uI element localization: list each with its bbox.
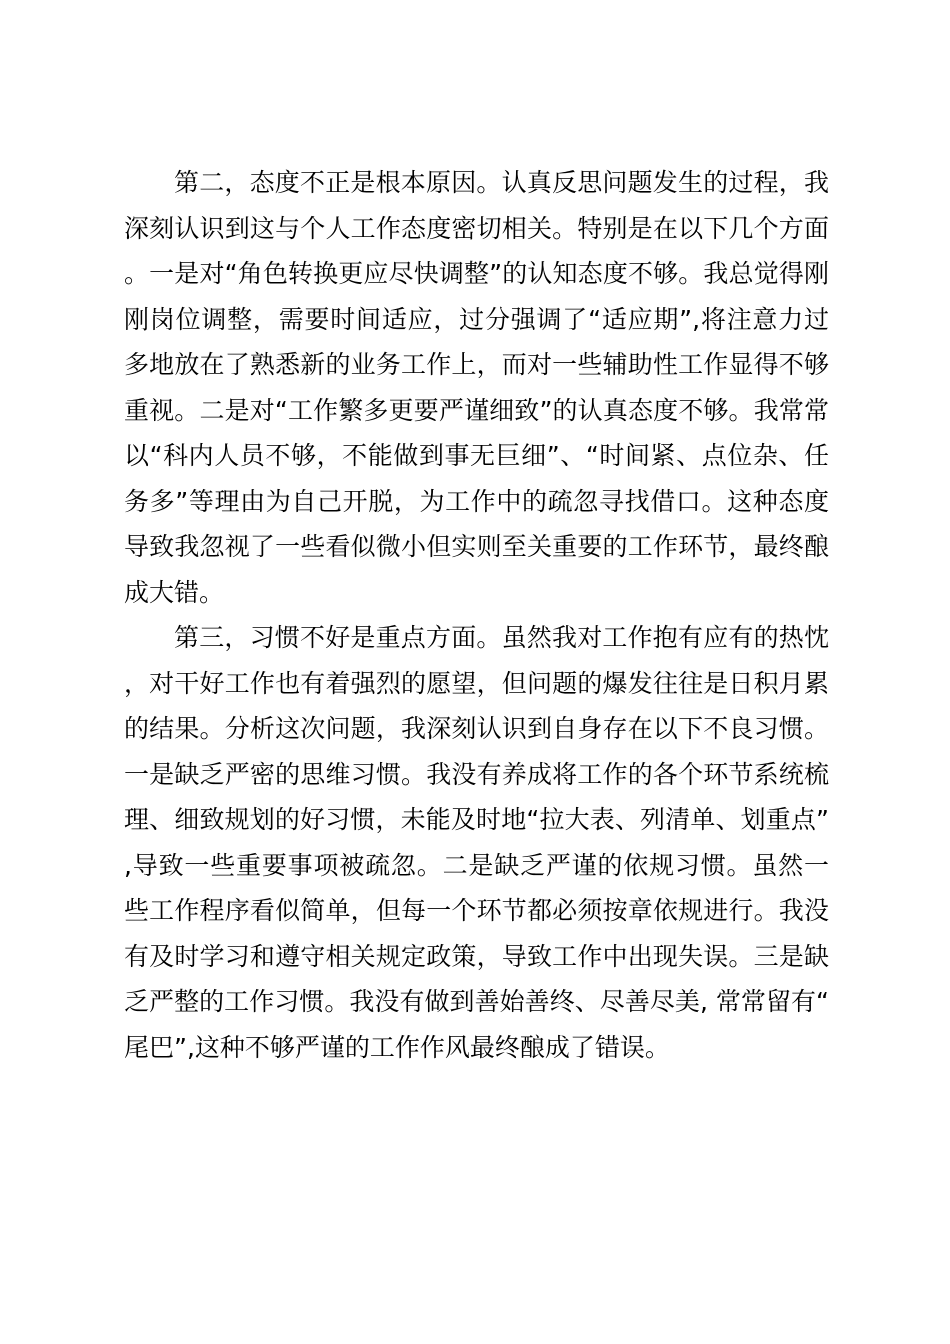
paragraph-habits: 第三，习惯不好是重点方面。虽然我对工作抱有应有的热忱，对干好工作也有着强烈的愿望，但问题的爆发往往是日积月累的结果。分析这次问题，我深刻认识到自身存在以下不良习惯。一是缺乏严密的思维习惯。我没有养成将工作的各个环节系统梳理、细致规划的好习惯，未能及时地“拉大表、列清单、划重点”,导致一些重要事项被疏忽。二是缺乏严谨的依规习惯。虽然一些工作程序看似简单，但每一个环节都必须按章依规进行。我没有及时学习和遵守相关规定政策，导致工作中出现失误。三是缺乏严整的工作习惯。我没有做到善始善终、尽善尽美, 常常留有“尾巴”,这种不够严谨的工作作风最终酿成了错误。: [124, 623, 829, 1062]
paragraph-attitude: 第二，态度不正是根本原因。认真反思问题发生的过程，我深刻认识到这与个人工作态度密切相关。特别是在以下几个方面。一是对“角色转换更应尽快调整”的认知态度不够。我总觉得刚刚岗位调整，需要时间适应，过分强调了“适应期”,将注意力过多地放在了熟悉新的业务工作上，而对一些辅助性工作显得不够重视。二是对“工作繁多更要严谨细致”的认真态度不够。我常常以“科内人员不够，不能做到事无巨细”、“时间紧、点位杂、任务多”等理由为自己开脱，为工作中的疏忽寻找借口。这种态度导致我忽视了一些看似微小但实则至关重要的工作环节，最终酿成大错。: [124, 168, 829, 607]
document-body: [124, 160, 829, 1070]
